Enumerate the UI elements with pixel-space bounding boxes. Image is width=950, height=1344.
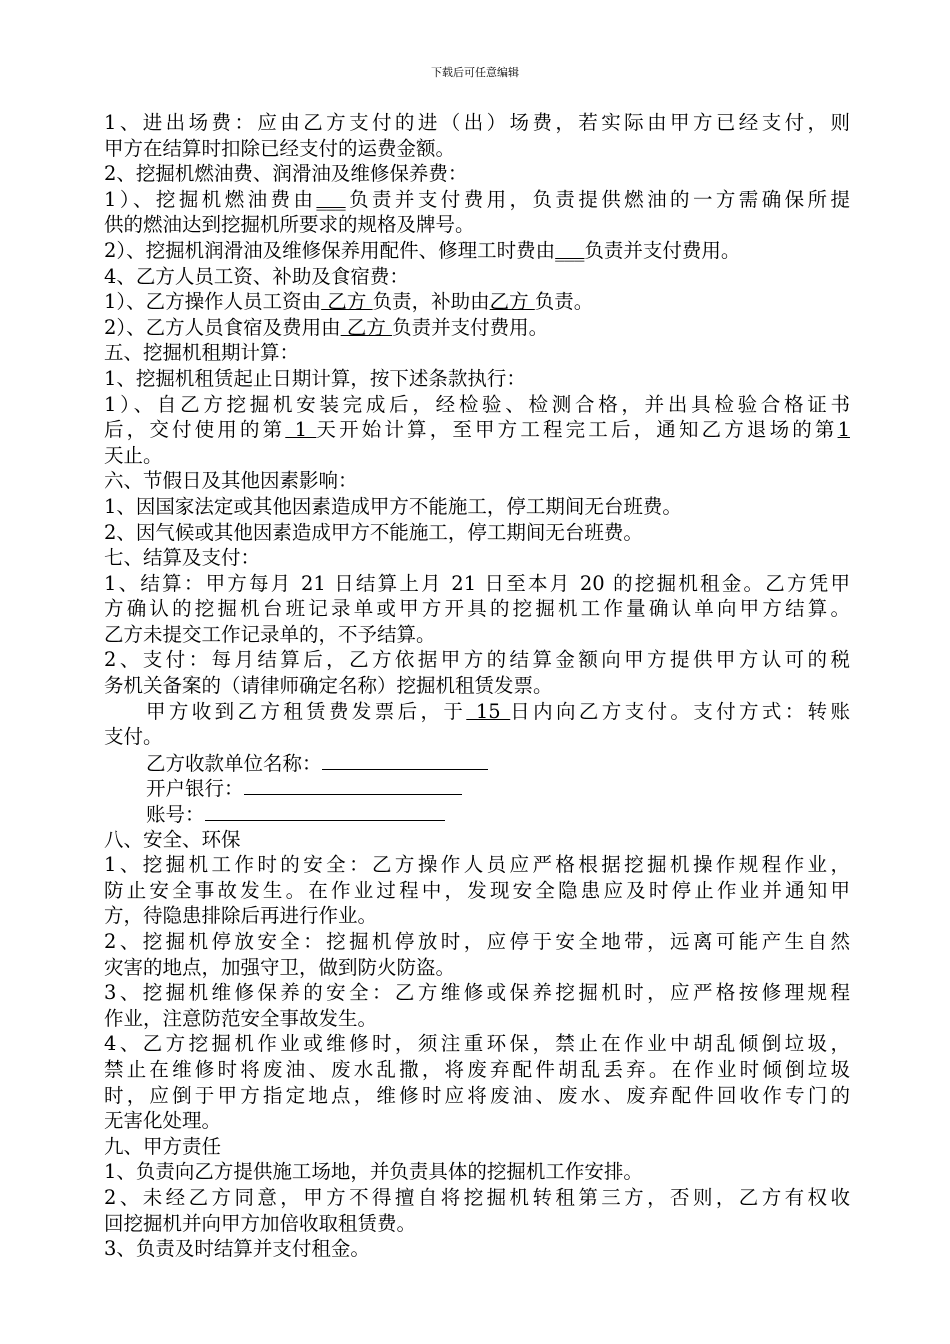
text-segment: 1、负责向乙方提供施工场地，并负责具体的挖掘机工作安排。 [104,1160,643,1184]
fill-in-blank [322,750,488,770]
text-line [104,827,850,853]
text-line [104,520,850,546]
text-segment: 甲方收到乙方租赁费发票后，于 [146,699,467,723]
underlined-text: 乙方 [340,315,393,339]
text-segment: 负责并支付费用，负责提供燃油的一方需确保所提 [345,187,850,211]
text-line [104,1006,850,1032]
text-line [104,1057,850,1083]
text-segment: 4、乙方挖掘机作业或维修时，须注重环保，禁止在作业中胡乱倾倒垃圾， [104,1032,850,1056]
text-segment: 九、甲方责任 [104,1134,222,1158]
text-segment: 作业，注意防范安全事故发生。 [104,1006,378,1030]
text-segment: 甲方在结算时扣除已经支付的运费金额。 [104,136,456,160]
text-segment: 天止。 [104,443,163,467]
text-segment: 后，交付使用的第 [104,418,286,442]
text-segment: 2）、乙方人员食宿及费用由 [104,315,341,339]
text-segment: 防止安全事故发生。在作业过程中，发现安全隐患应及时停止作业并通知甲 [104,878,850,902]
text-line [104,392,850,418]
fill-in-blank [205,801,445,821]
text-segment: 乙方收款单位名称： [146,751,322,775]
text-line [104,852,850,878]
underlined-text: 乙方 [489,290,535,314]
text-segment: 1、挖掘机租赁起止日期计算，按下述条款执行： [104,366,526,390]
text-line [104,289,850,315]
text-segment: 2、未经乙方同意，甲方不得擅自将挖掘机转租第三方，否则，乙方有权收 [104,1185,850,1209]
text-line [104,340,850,366]
text-segment: 1、因国家法定或其他因素造成甲方不能施工，停工期间无台班费。 [104,494,682,518]
underlined-text: ___ [555,238,585,262]
text-line [104,136,850,162]
text-line [104,673,850,699]
text-segment: 日内向乙方支付。支付方式：转账 [510,699,850,723]
text-line [104,980,850,1006]
underlined-text: 1 [285,418,317,442]
text-segment: 七、结算及支付： [104,546,261,570]
text-line [104,417,850,443]
text-line [104,955,850,981]
document-body [104,110,850,1262]
text-line [104,212,850,238]
text-segment: 回挖掘机并向甲方加倍收取租赁费。 [104,1211,417,1235]
text-segment: 2、挖掘机燃油费、润滑油及维修保养费： [104,162,468,186]
text-line [104,1134,850,1160]
text-segment: 1）、自乙方挖掘机安装完成后，经检验、检测合格，并出具检验合格证书 [104,392,850,416]
text-segment: 2）、挖掘机润滑油及维修保养用配件、修理工时费由 [104,238,556,262]
text-line [104,187,850,213]
text-line [104,878,850,904]
text-segment: 3、负责及时结算并支付租金。 [104,1237,370,1261]
text-segment: 2、因气候或其他因素造成甲方不能施工，停工期间无台班费。 [104,520,643,544]
text-line [104,443,850,469]
text-segment: 负责。 [534,290,594,314]
text-line [104,1185,850,1211]
text-line [104,161,850,187]
text-segment: 1）、挖掘机燃油费由 [104,187,317,211]
text-line [104,622,850,648]
text-line [104,1031,850,1057]
text-segment: 2、支付：每月结算后，乙方依据甲方的结算金额向甲方提供甲方认可的税 [104,648,850,672]
text-line [104,596,850,622]
text-line [104,1236,850,1262]
text-segment: 灾害的地点，加强守卫，做到防火防盗。 [104,955,456,979]
text-line [104,929,850,955]
page-header: 下载后可任意编辑 [431,66,519,79]
text-segment: 账号： [146,803,205,827]
text-segment: 3、挖掘机维修保养的安全：乙方维修或保养挖掘机时，应严格按修理规程 [104,981,850,1005]
text-segment: 1、结算：甲方每月 21 日结算上月 21 日至本月 20 的挖掘机租金。乙方凭甲 [104,571,850,595]
text-segment: 支付。 [104,725,163,749]
text-line [104,545,850,571]
text-line [104,366,850,392]
text-line [104,315,850,341]
text-line [104,775,850,801]
text-line [104,750,850,776]
text-line [104,801,850,827]
text-segment: 务机关备案的（请律师确定名称）挖掘机租赁发票。 [104,674,553,698]
text-line [104,1211,850,1237]
text-segment: 方确认的挖掘机台班记录单或甲方开具的挖掘机工作量确认单向甲方结算。 [104,597,850,621]
text-segment: 1、进出场费：应由乙方支付的进（出）场费，若实际由甲方已经支付，则 [104,111,850,134]
text-line [104,494,850,520]
text-segment: 开户银行： [146,777,244,801]
text-line [104,468,850,494]
text-line [104,699,850,725]
text-line [104,238,850,264]
text-line [104,724,850,750]
text-segment: 五、挖掘机租期计算： [104,341,300,365]
text-line [104,647,850,673]
text-segment: 八、安全、环保 [104,827,241,851]
text-segment: 乙方未提交工作记录单的，不予结算。 [104,622,436,646]
text-segment: 时，应倒于甲方指定地点，维修时应将废油、废水、废弃配件回收作专门的 [104,1083,850,1107]
text-line [104,571,850,597]
underlined-text: ___ [316,187,346,211]
text-line [104,903,850,929]
text-segment: 方，待隐患排除后再进行作业。 [104,904,378,928]
text-line [104,1083,850,1109]
text-segment: 六、节假日及其他因素影响： [104,469,358,493]
text-segment: 负责并支付费用。 [584,238,741,262]
text-segment: 负责并支付费用。 [392,315,549,339]
text-line [104,264,850,290]
text-segment: 禁止在维修时将废油、废水乱撒，将废弃配件胡乱丢弃。在作业时倾倒垃圾 [104,1057,850,1081]
text-segment: 1）、乙方操作人员工资由 [104,290,322,314]
underlined-text: 1 [837,418,850,442]
text-line [104,110,850,136]
text-segment: 4、乙方人员工资、补助及食宿费： [104,264,409,288]
text-line [104,1108,850,1134]
text-segment: 1、挖掘机工作时的安全：乙方操作人员应严格根据挖掘机操作规程作业， [104,853,850,877]
text-segment: 2、挖掘机停放安全：挖掘机停放时，应停于安全地带，远离可能产生自然 [104,930,850,953]
fill-in-blank [244,775,462,795]
text-segment: 负责，补助由 [372,290,490,314]
text-segment: 无害化处理。 [104,1109,222,1133]
underlined-text: 15 [466,699,511,723]
text-segment: 供的燃油达到挖掘机所要求的规格及牌号。 [104,213,475,237]
text-segment: 天开始计算，至甲方工程完工后，通知乙方退场的第 [316,418,838,442]
underlined-text: 乙方 [321,290,373,314]
text-line [104,1159,850,1185]
